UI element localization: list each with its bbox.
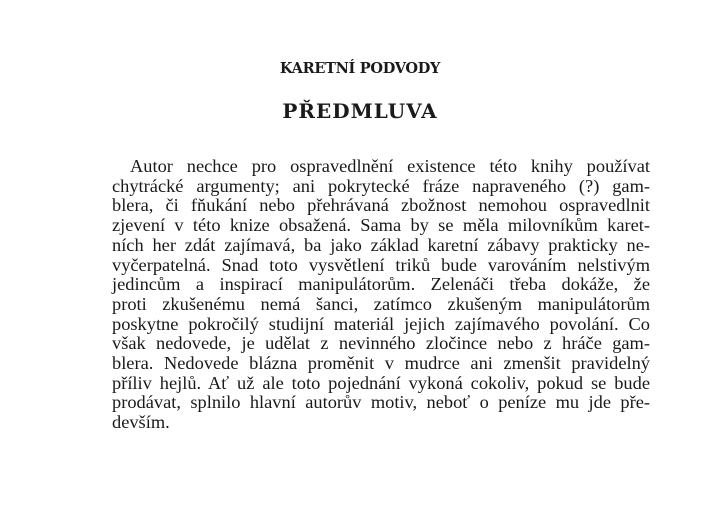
paragraph-line: jedincům a inspirací manipulátorům. Zelenáči třeba dokáže, že bbox=[112, 274, 650, 295]
paragraph-line: vyčerpatelná. Snad toto vysvětlení triků bude varováním nelstivým bbox=[112, 254, 650, 275]
paragraph-line: zjevení v této knize obsažená. Sama by se měla milovníkům karet- bbox=[112, 215, 650, 236]
paragraph-line: blera. Nedovede blázna proměnit v mudrce ani zmenšit pravidelný bbox=[112, 353, 650, 374]
paragraph-line: však nedovede, je udělat z nevinného zločince nebo z hráče gam- bbox=[112, 333, 650, 354]
paragraph-line: devším. bbox=[112, 412, 170, 433]
preface-paragraph bbox=[112, 157, 650, 433]
paragraph-line: příliv hejlů. Ať už ale toto pojednání vykoná cokoliv, pokud se bude bbox=[112, 372, 650, 393]
paragraph-line: chytrácké argumenty; ani pokrytecké fráze napraveného (?) gam- bbox=[112, 175, 650, 196]
paragraph-line: prodávat, splnilo hlavní autorův motiv, neboť o peníze mu jde pře- bbox=[112, 392, 650, 413]
paragraph-line: Autor nechce pro ospravedlnění existence této knihy používat bbox=[130, 156, 650, 176]
paragraph-line: proti zkušenému nemá šanci, zatímco zkušeným manipulátorům bbox=[112, 293, 650, 314]
paragraph-line: poskytne pokročilý studijní materiál jejich zajímavého povolání. Co bbox=[112, 313, 650, 334]
chapter-title: PŘEDMLUVA bbox=[282, 99, 438, 123]
paragraph-line: blera, či fňukání nebo přehrávaná zbožnost nemohou ospravedlnit bbox=[112, 195, 650, 216]
paragraph-line: ních her zdát zajímavá, ba jako základ karetní zábavy prakticky ne- bbox=[112, 234, 650, 255]
book-title: KARETNÍ PODVODY bbox=[279, 60, 441, 77]
